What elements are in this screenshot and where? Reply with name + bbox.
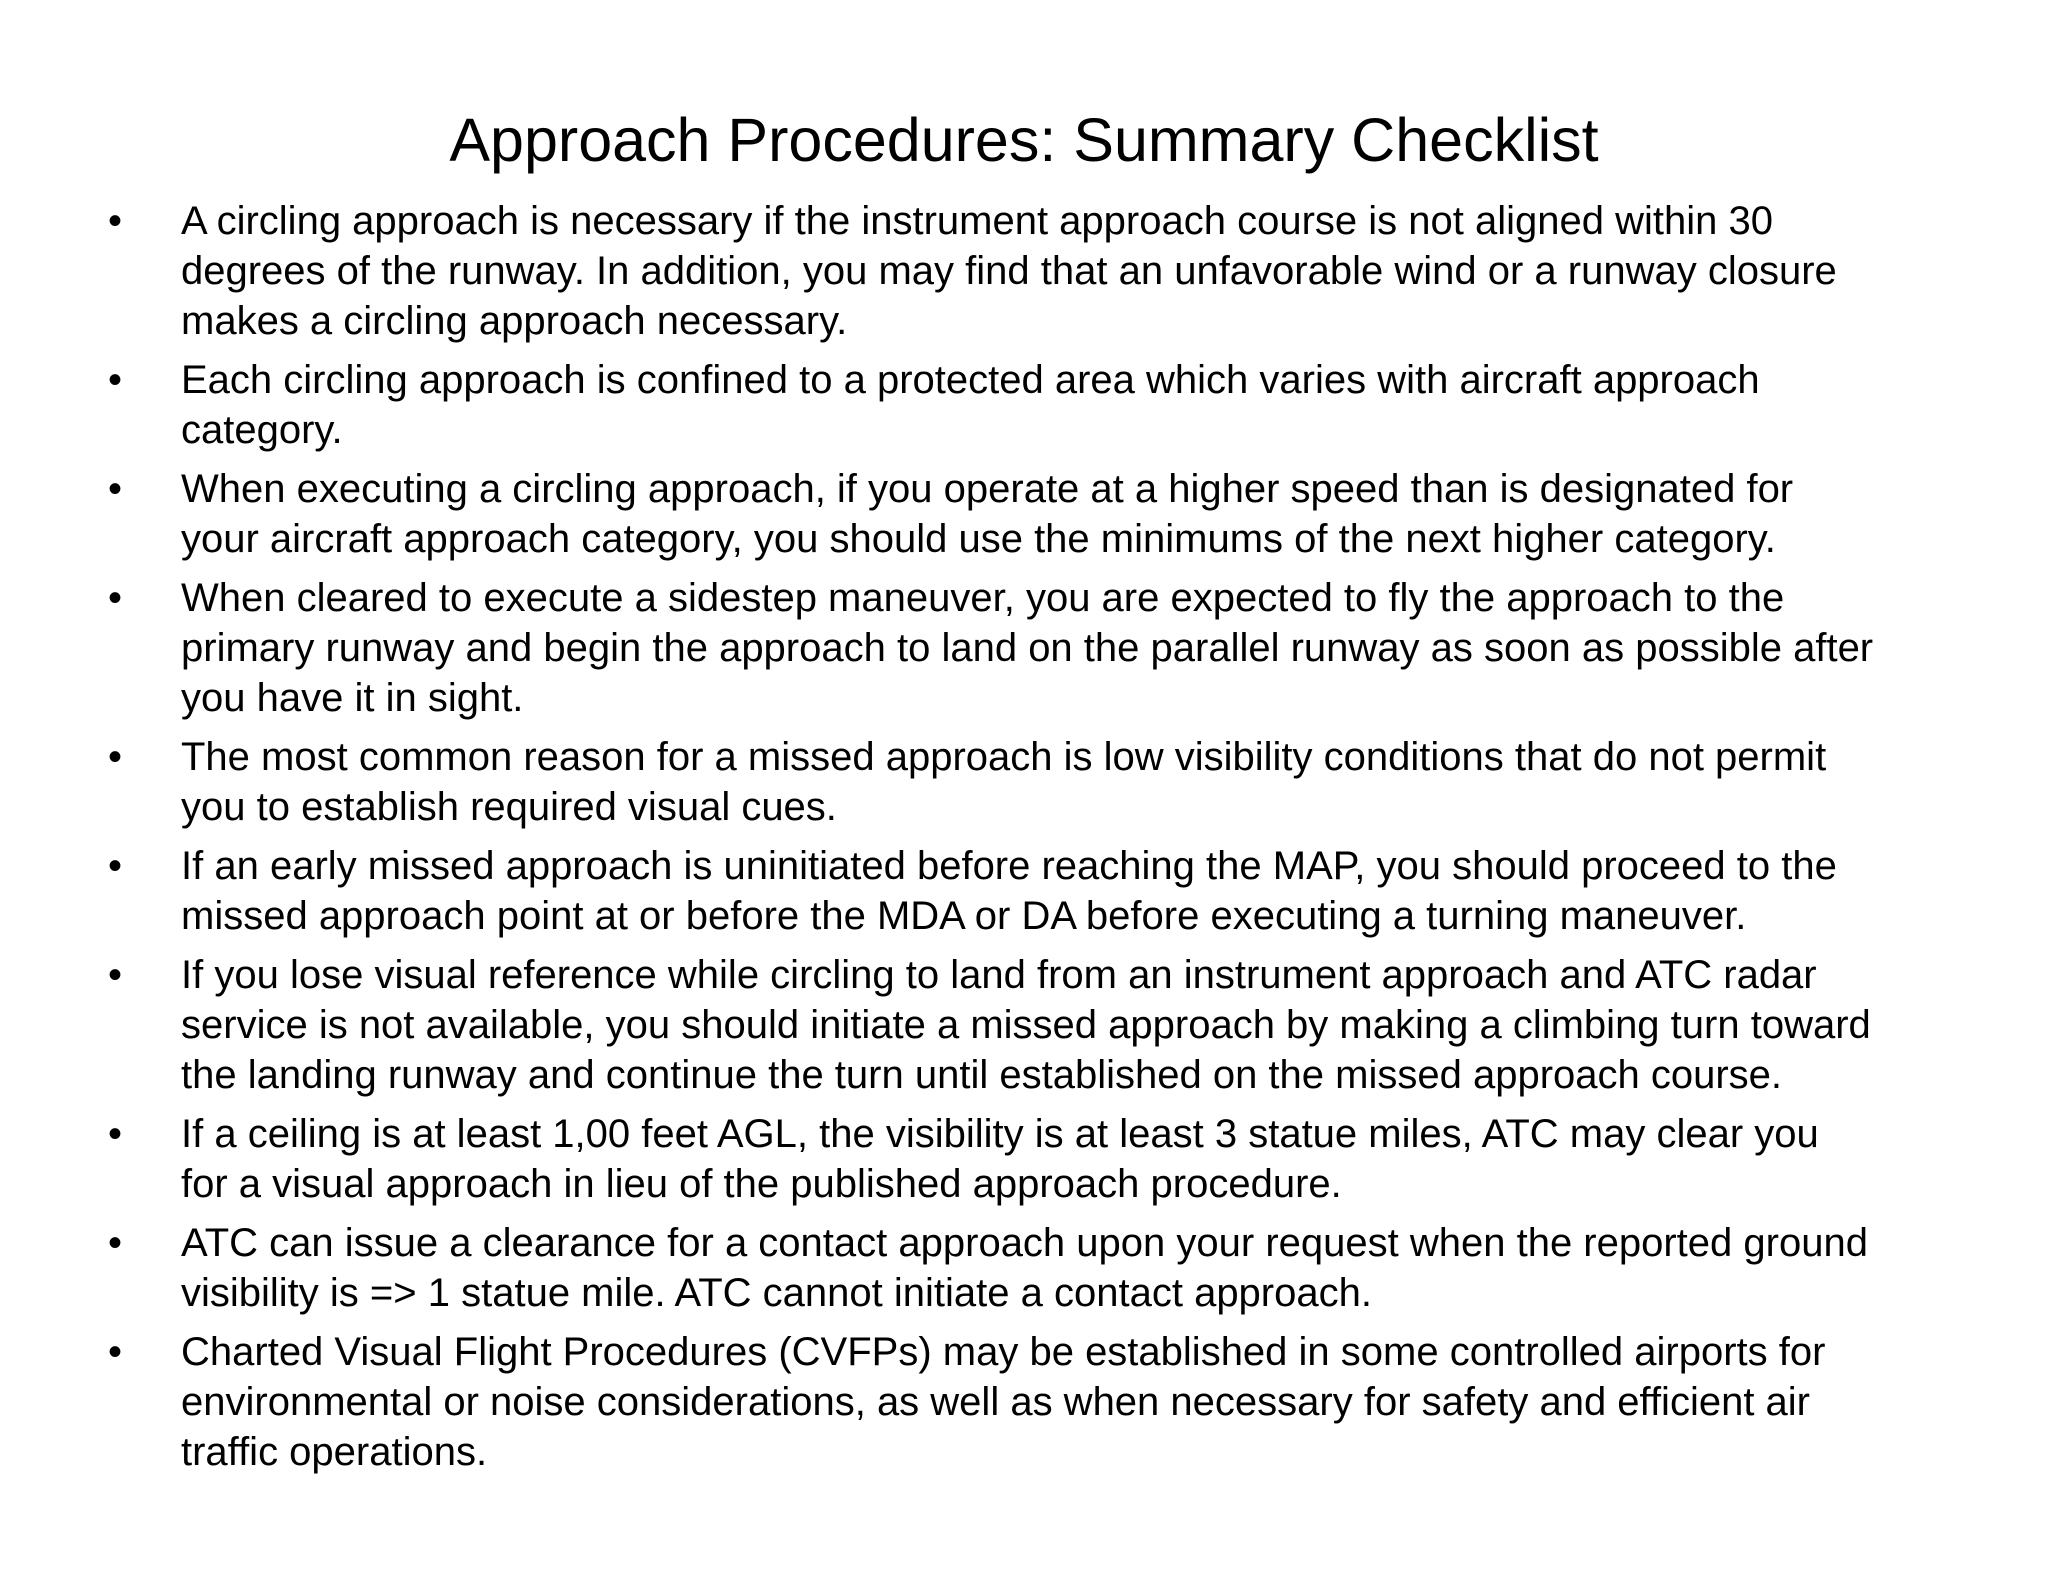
list-item-text: [181, 732, 1961, 832]
bullet-icon: •: [108, 199, 123, 243]
text-line: If a ceiling is at least 1,00 feet AGL, the visibility is at least 3 statue miles, ATC may clear you: [181, 1112, 1819, 1156]
list-item: [0, 732, 2048, 832]
text-line: The most common reason for a missed approach is low visibility conditions that do not permit: [181, 735, 1827, 779]
text-line: visibility is => 1 statue mile. ATC cannot initiate a contact approach.: [181, 1271, 1372, 1315]
bullet-icon: •: [108, 735, 123, 779]
text-line: the landing runway and continue the turn until established on the missed approach course.: [181, 1053, 1783, 1097]
text-line: traffic operations.: [181, 1430, 488, 1474]
list-item-text: [181, 196, 1961, 346]
checklist: [0, 196, 2048, 1486]
text-line: service is not available, you should initiate a missed approach by making a climbing turn toward: [181, 1003, 1871, 1047]
list-item-text: [181, 464, 1961, 564]
bullet-icon: •: [108, 1330, 123, 1374]
list-item-text: [181, 1218, 1961, 1318]
text-line: ATC can issue a clearance for a contact approach upon your request when the reported ground: [181, 1221, 1868, 1265]
list-item: [0, 196, 2048, 346]
text-line: When executing a circling approach, if you operate at a higher speed than is designated for: [181, 467, 1794, 511]
bullet-icon: •: [108, 953, 123, 997]
text-line: missed approach point at or before the MDA or DA before executing a turning maneuver.: [181, 894, 1747, 938]
list-item: [0, 464, 2048, 564]
list-item: [0, 841, 2048, 941]
list-item-text: [181, 573, 1961, 723]
text-line: your aircraft approach category, you should use the minimums of the next higher category.: [181, 517, 1776, 561]
list-item-text: [181, 841, 1961, 941]
text-line: When cleared to execute a sidestep maneuver, you are expected to fly the approach to the: [181, 576, 1785, 620]
text-line: A circling approach is necessary if the instrument approach course is not aligned within 30: [181, 199, 1773, 243]
page-title: Approach Procedures: Summary Checklist: [449, 106, 1599, 174]
bullet-icon: •: [108, 358, 123, 402]
bullet-icon: •: [108, 467, 123, 511]
text-line: If an early missed approach is uninitiated before reaching the MAP, you should proceed to the: [181, 844, 1837, 888]
list-item: [0, 573, 2048, 723]
list-item-text: [181, 1327, 1961, 1477]
list-item: [0, 1327, 2048, 1477]
text-line: for a visual approach in lieu of the published approach procedure.: [181, 1162, 1342, 1206]
list-item-text: [181, 1109, 1961, 1209]
text-line: primary runway and begin the approach to land on the parallel runway as soon as possible after: [181, 626, 1874, 670]
list-item-text: [181, 355, 1961, 455]
bullet-icon: •: [108, 844, 123, 888]
bullet-icon: •: [108, 1112, 123, 1156]
text-line: Each circling approach is confined to a protected area which varies with aircraft approach: [181, 358, 1760, 402]
text-line: If you lose visual reference while circling to land from an instrument approach and ATC radar: [181, 953, 1817, 997]
text-line: degrees of the runway. In addition, you may find that an unfavorable wind or a runway closure: [181, 249, 1837, 293]
text-line: Charted Visual Flight Procedures (CVFPs) may be established in some controlled airports for: [181, 1330, 1826, 1374]
list-item-text: [181, 950, 1961, 1100]
list-item: [0, 355, 2048, 455]
list-item: [0, 950, 2048, 1100]
text-line: you to establish required visual cues.: [181, 785, 837, 829]
text-line: environmental or noise considerations, as well as when necessary for safety and efficient air: [181, 1380, 1811, 1424]
text-line: you have it in sight.: [181, 676, 524, 720]
text-line: category.: [181, 408, 343, 452]
bullet-icon: •: [108, 576, 123, 620]
bullet-icon: •: [108, 1221, 123, 1265]
list-item: [0, 1218, 2048, 1318]
list-item: [0, 1109, 2048, 1209]
text-line: makes a circling approach necessary.: [181, 299, 848, 343]
